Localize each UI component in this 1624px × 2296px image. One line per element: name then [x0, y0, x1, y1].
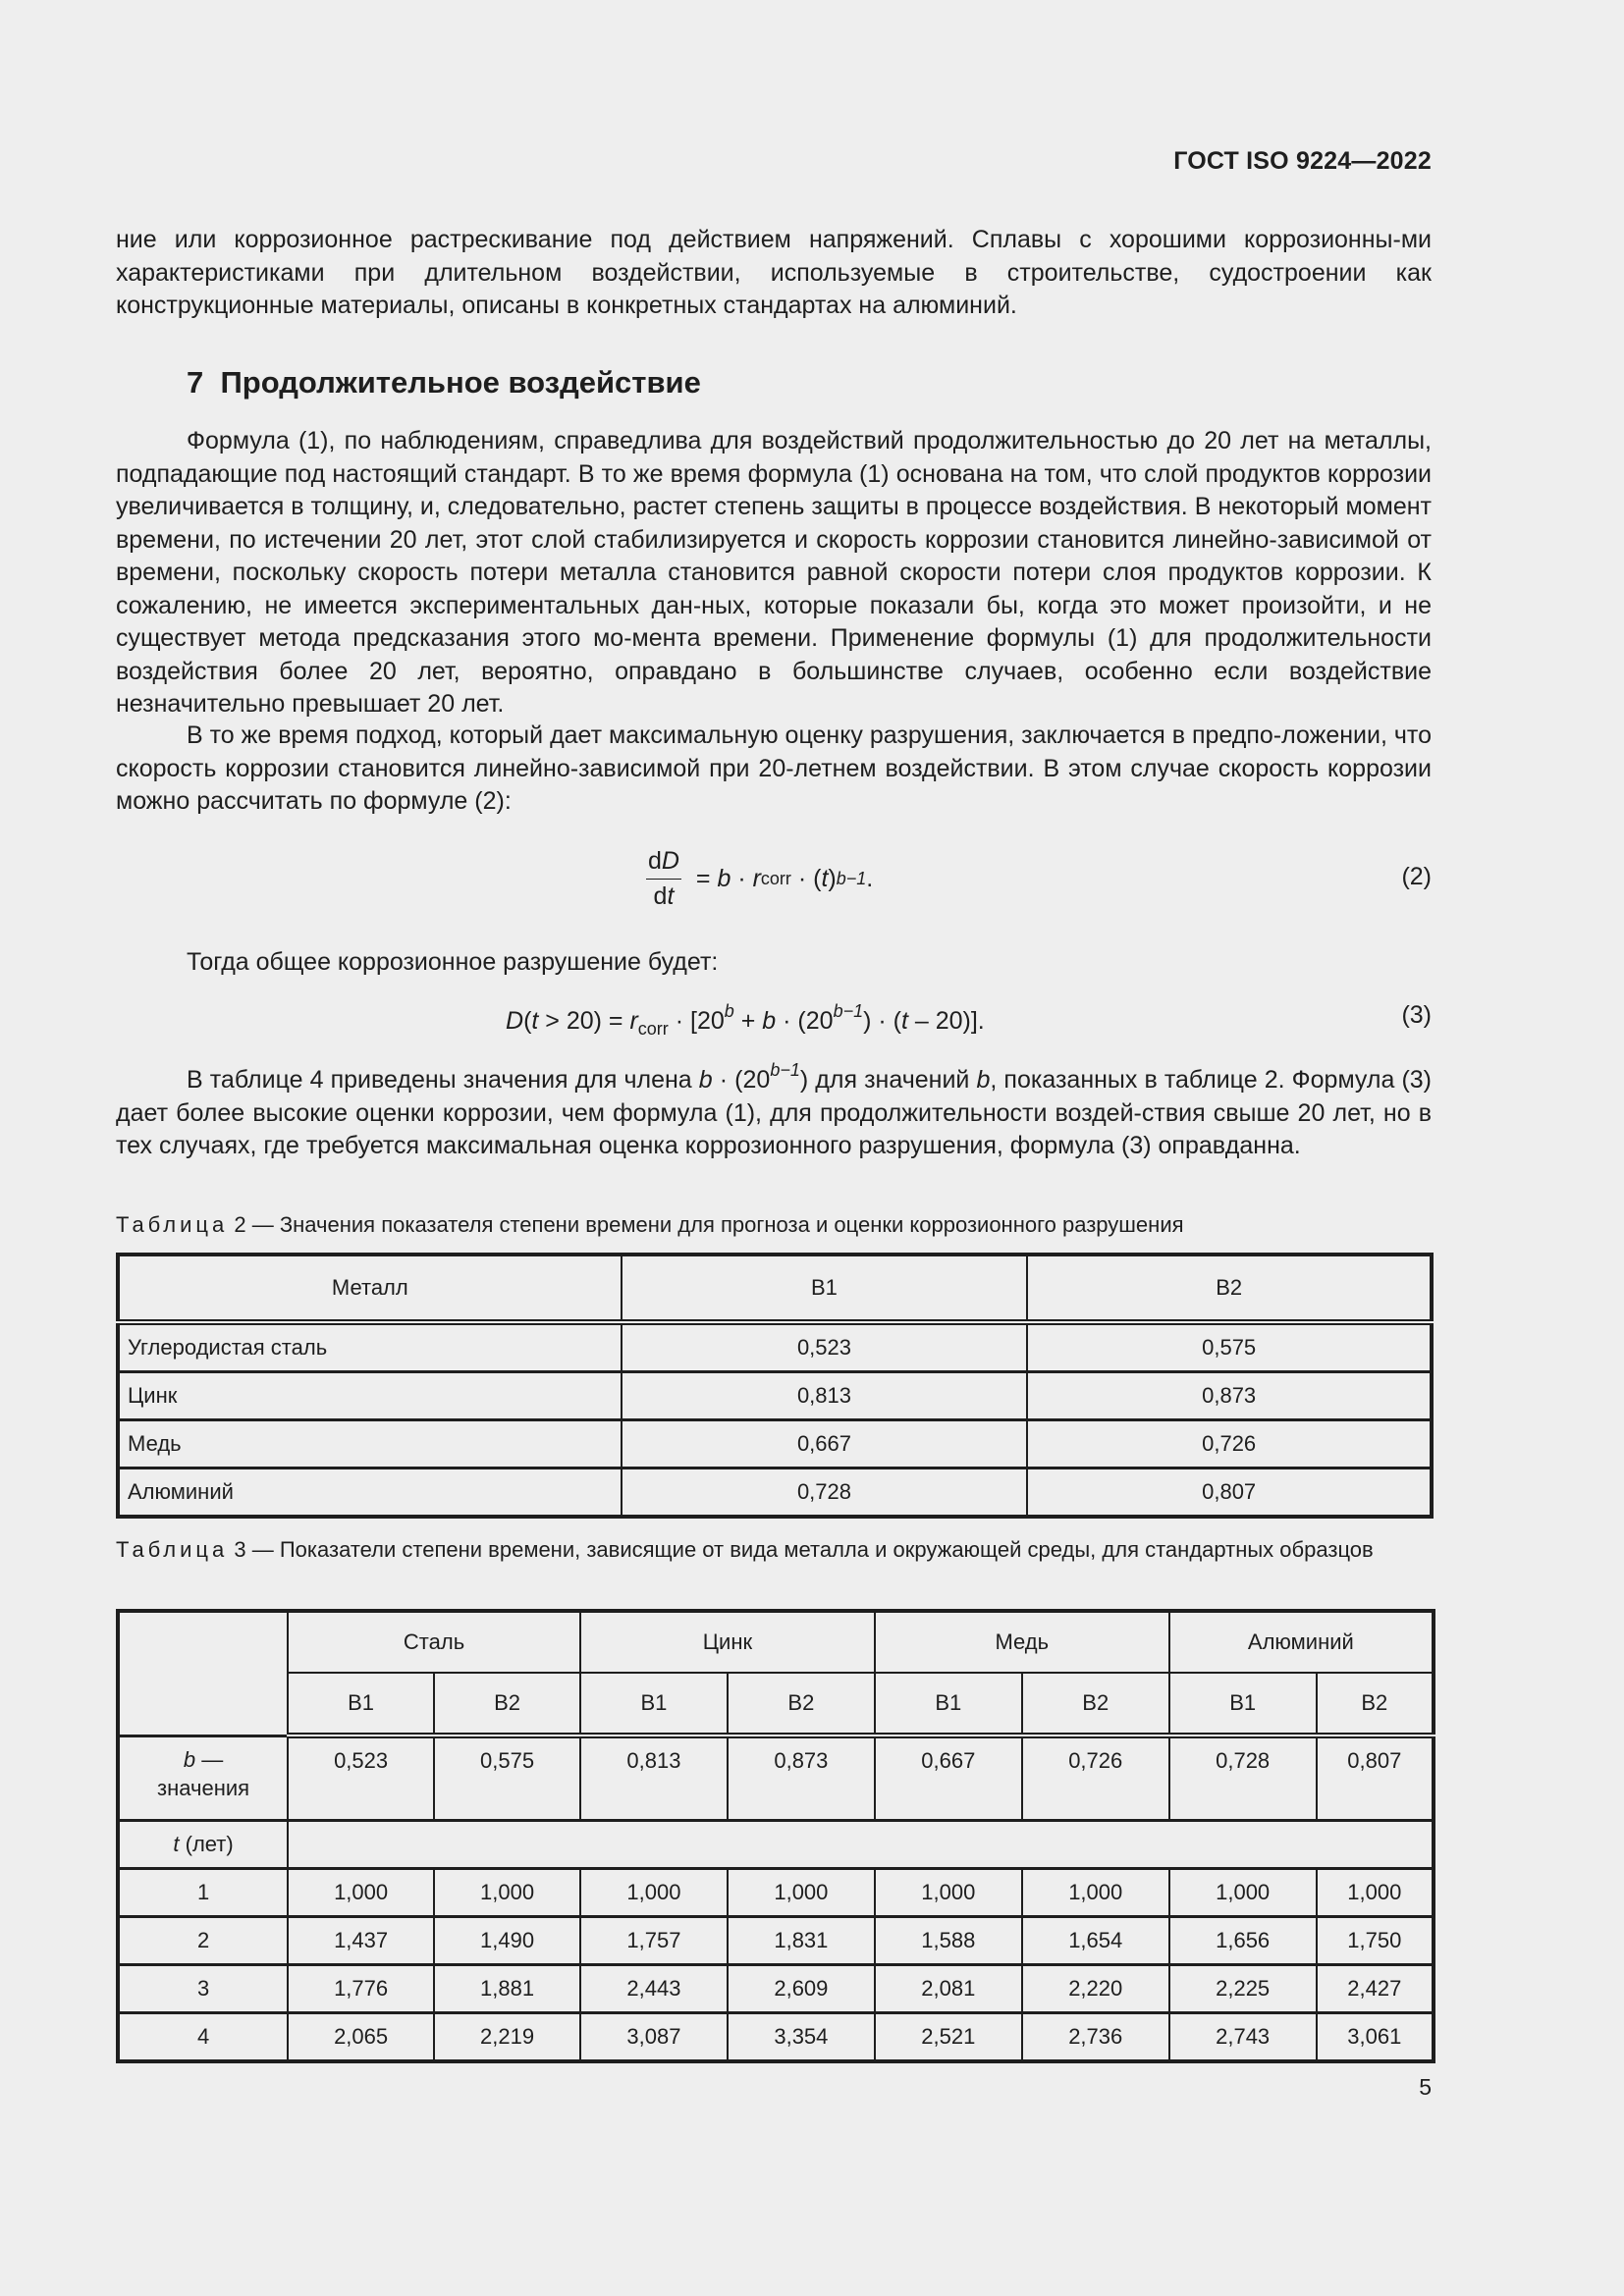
section-heading — [187, 365, 701, 400]
formula-symbol: t — [667, 881, 675, 910]
table-cell: 1,881 — [434, 1965, 580, 2013]
formula-2-expression — [646, 839, 873, 918]
table-cell: Медь — [118, 1420, 622, 1468]
equation-number: (2) — [1401, 863, 1432, 890]
table-cell: 0,726 — [1022, 1735, 1169, 1821]
empty-span-cell — [288, 1821, 1434, 1869]
continuation-text — [116, 224, 1432, 323]
table-cell: 0,813 — [580, 1735, 728, 1821]
table-cell: 0,873 — [1027, 1372, 1432, 1420]
table-cell: 1,776 — [288, 1965, 434, 2013]
formula-subscript: corr — [637, 1019, 669, 1039]
column-header: B2 — [1317, 1673, 1434, 1735]
table-row — [118, 1917, 1434, 1965]
section-body-1 — [116, 425, 1432, 721]
row-header: 3 — [118, 1965, 288, 2013]
table-cell: 3,354 — [728, 2013, 875, 2062]
text-run: ) для значений — [799, 1066, 977, 1094]
table-cell: 0,728 — [1169, 1735, 1317, 1821]
formula-symbol: > 20) = — [538, 1007, 630, 1035]
formula-exponent — [834, 1001, 864, 1021]
standard-header: ГОСТ ISO 9224—2022 — [1173, 147, 1432, 175]
table-cell: 3,087 — [580, 2013, 728, 2062]
table-cell: 0,873 — [728, 1735, 875, 1821]
table-cell: 2,609 — [728, 1965, 875, 2013]
table-group-header-row — [118, 1611, 1434, 1673]
table-cell: 2,743 — [1169, 2013, 1317, 2062]
text-run: b — [976, 1066, 991, 1094]
table-cell: 1,437 — [288, 1917, 434, 1965]
paragraph: ние или коррозионное растрескивание под действием напряжений. Сплавы с хорошими коррозионны-ми характеристиками при длительном воздействии, используемые в строительстве, судостроении как конструкционные материалы, описаны в конкретных стандартах на алюминий. — [116, 226, 1432, 319]
table-cell: 0,807 — [1027, 1468, 1432, 1518]
table-caption-text: 3 — Показатели степени времени, зависящие от вида металла и окружающей среды, для стандартных образцов — [228, 1537, 1374, 1562]
t-label-row — [118, 1821, 1434, 1869]
table-cell: 0,807 — [1317, 1735, 1434, 1821]
formula-symbol: d — [653, 881, 668, 910]
row-header — [118, 1821, 288, 1869]
table-cell: Алюминий — [118, 1468, 622, 1518]
formula-exponent — [837, 869, 867, 889]
formula-symbol: . — [866, 864, 874, 892]
formula-subscript: corr — [760, 868, 791, 888]
table-cell: 1,490 — [434, 1917, 580, 1965]
paragraph: Формула (1), по наблюдениям, справедлива для воздействий продолжительностью до 20 лет на металлы, подпадающие под настоящий стандарт. В то же время формула (1) основана на том, что слой продуктов коррозии увеличивается в толщину, и, следовательно, растет степень защиты в процессе воздействия. В некоторый момент времени, по истечении 20 лет, этот слой стабилизируется и скорость коррозии становится линейно-зависимой от времени, поскольку скорость потери металла становится равной скорости потери слоя продуктов коррозии. К сожалению, не имеется экспериментальных дан-ных, которые показали бы, когда это может произойти, и не существует метода предсказания этого мо-мента времени. Применение формулы (1) для продолжительности воздействия более 20 лет, вероятно, оправдано в большинстве случаев, особенно если воздействие незначительно превышает 20 лет. — [116, 427, 1432, 718]
table-row — [118, 1869, 1434, 1917]
table-cell: 1,000 — [1169, 1869, 1317, 1917]
table-row — [118, 1965, 1434, 2013]
formula-symbol: = — [688, 864, 718, 892]
column-header: B2 — [434, 1673, 580, 1735]
table-2 — [116, 1253, 1434, 1519]
formula-symbol: · [20 — [668, 1007, 725, 1035]
table-2-caption — [116, 1209, 1432, 1240]
table-row — [118, 1468, 1432, 1518]
table-cell: Углеродистая сталь — [118, 1322, 622, 1372]
table-cell: 1,000 — [580, 1869, 728, 1917]
formula-symbol: b — [762, 1007, 777, 1035]
b-values-row — [118, 1735, 1434, 1821]
table-cell: 2,219 — [434, 2013, 580, 2062]
table-cell: 2,736 — [1022, 2013, 1169, 2062]
page-number: 5 — [1419, 2074, 1432, 2100]
table-cell: 1,000 — [728, 1869, 875, 1917]
text-run: b−1 — [770, 1060, 800, 1080]
column-group-header: Алюминий — [1169, 1611, 1434, 1673]
table-cell: Цинк — [118, 1372, 622, 1420]
table-label: Таблица — [116, 1537, 229, 1562]
text-run: — — [195, 1746, 224, 1772]
table-subheader-row — [118, 1673, 1434, 1735]
table-cell: 2,521 — [875, 2013, 1022, 2062]
formula-symbol: ) · ( — [863, 1007, 901, 1035]
table-cell: 2,220 — [1022, 1965, 1169, 2013]
formula-symbol: r — [752, 864, 761, 892]
table-caption-text: 2 — Значения показателя степени времени для прогноза и оценки коррозионного разрушения — [228, 1212, 1184, 1237]
formula-symbol: d — [648, 846, 662, 875]
corner-cell — [118, 1611, 288, 1735]
text-run: В таблице 4 приведены значения для члена — [187, 1066, 699, 1094]
formula-symbol: · (20 — [776, 1007, 834, 1035]
column-header: Металл — [118, 1255, 622, 1322]
table-cell: 1,000 — [1022, 1869, 1169, 1917]
formula-symbol: ) — [828, 864, 837, 892]
column-header: B1 — [288, 1673, 434, 1735]
column-group-header: Цинк — [580, 1611, 875, 1673]
section-body-2 — [116, 720, 1432, 819]
formula-symbol: D — [661, 846, 679, 875]
table-cell: 0,575 — [1027, 1322, 1432, 1372]
table-3 — [116, 1609, 1435, 2063]
table-row — [118, 1420, 1432, 1468]
table-cell: 2,065 — [288, 2013, 434, 2062]
formula-symbol: – 20)]. — [907, 1007, 985, 1035]
table-cell: 0,523 — [288, 1735, 434, 1821]
formula-2 — [116, 839, 1432, 918]
table-cell: 1,656 — [1169, 1917, 1317, 1965]
formula-symbol: t — [900, 1007, 908, 1035]
table-cell: 1,654 — [1022, 1917, 1169, 1965]
text-run: · (20 — [712, 1066, 771, 1094]
column-header: B1 — [1169, 1673, 1317, 1735]
column-header: B2 — [1027, 1255, 1432, 1322]
table-label: Таблица — [116, 1212, 229, 1237]
formula-3 — [116, 1001, 1432, 1041]
table-cell: 1,588 — [875, 1917, 1022, 1965]
column-header: B1 — [622, 1255, 1028, 1322]
table-3-caption — [116, 1534, 1432, 1565]
table-cell: 0,667 — [622, 1420, 1028, 1468]
column-header: B1 — [580, 1673, 728, 1735]
text-run: , показанных в таблице 2. Формула (3) дает более высокие оценки коррозии, чем формула (1), для продолжительности воздей-ствия свыше 20 лет, но в тех случаях, где требуется максимальная оценка коррозионного разрушения, формула (3) оправданна. — [116, 1066, 1433, 1159]
column-header: B2 — [728, 1673, 875, 1735]
table-cell: 0,575 — [434, 1735, 580, 1821]
text-run: b — [183, 1746, 196, 1772]
table-cell: 2,443 — [580, 1965, 728, 2013]
table-cell: 2,427 — [1317, 1965, 1434, 2013]
paragraph: В то же время подход, который дает максимальную оценку разрушения, заключается в предпо-ложении, что скорость коррозии становится линейно-зависимой при 20-летнем воздействии. В этом случае скорость коррозии можно рассчитать по формуле (2): — [116, 721, 1432, 815]
formula-symbol: · — [731, 864, 753, 892]
table-cell: 0,726 — [1027, 1420, 1432, 1468]
table-cell: 1,000 — [288, 1869, 434, 1917]
table-cell: 0,667 — [875, 1735, 1022, 1821]
table-row — [118, 1322, 1432, 1372]
table-cell: 1,000 — [434, 1869, 580, 1917]
row-header: 2 — [118, 1917, 288, 1965]
table-cell: 1,000 — [1317, 1869, 1434, 1917]
equation-number: (3) — [1401, 1001, 1432, 1029]
formula-symbol: b — [717, 864, 731, 892]
table-cell: 1,757 — [580, 1917, 728, 1965]
table-row — [118, 1372, 1432, 1420]
column-group-header: Медь — [875, 1611, 1169, 1673]
table-cell: 2,081 — [875, 1965, 1022, 2013]
formula-3-intro: Тогда общее коррозионное разрушение будет: — [187, 948, 719, 976]
row-header: 1 — [118, 1869, 288, 1917]
text-run: b — [698, 1066, 713, 1094]
table-cell: 2,225 — [1169, 1965, 1317, 2013]
formula-symbol: t — [821, 864, 829, 892]
text-run: (лет) — [179, 1832, 234, 1856]
text-run: t — [173, 1832, 180, 1856]
formula-symbol: b−1 — [836, 868, 867, 888]
section-body-3 — [116, 1054, 1432, 1163]
formula-symbol: D — [506, 1007, 524, 1035]
section-number: 7 — [187, 365, 204, 400]
formula-exponent — [770, 1060, 800, 1080]
formula-symbol: t — [531, 1007, 539, 1035]
formula-symbol: ( — [813, 864, 822, 892]
section-title: Продолжительное воздействие — [220, 365, 701, 400]
table-header-row — [118, 1255, 1432, 1322]
column-header: B2 — [1022, 1673, 1169, 1735]
table-cell: 0,813 — [622, 1372, 1028, 1420]
formula-symbol: r — [629, 1007, 638, 1035]
row-header — [118, 1735, 288, 1821]
paragraph — [116, 1054, 1432, 1163]
formula-symbol: ( — [523, 1007, 532, 1035]
column-header: B1 — [875, 1673, 1022, 1735]
formula-symbol: b−1 — [833, 1001, 864, 1021]
table-cell: 1,000 — [875, 1869, 1022, 1917]
formula-3-expression — [506, 1001, 985, 1040]
table-cell: 0,523 — [622, 1322, 1028, 1372]
formula-symbol: + — [733, 1007, 763, 1035]
formula-exponent — [725, 1001, 734, 1021]
text-run: значения — [157, 1775, 250, 1800]
table-row — [118, 2013, 1434, 2062]
table-cell: 1,831 — [728, 1917, 875, 1965]
column-group-header: Сталь — [288, 1611, 580, 1673]
formula-symbol: · — [790, 864, 814, 892]
formula-symbol: b — [724, 1001, 734, 1021]
fraction — [646, 847, 681, 911]
row-header: 4 — [118, 2013, 288, 2062]
table-cell: 3,061 — [1317, 2013, 1434, 2062]
table-cell: 1,750 — [1317, 1917, 1434, 1965]
table-cell: 0,728 — [622, 1468, 1028, 1518]
